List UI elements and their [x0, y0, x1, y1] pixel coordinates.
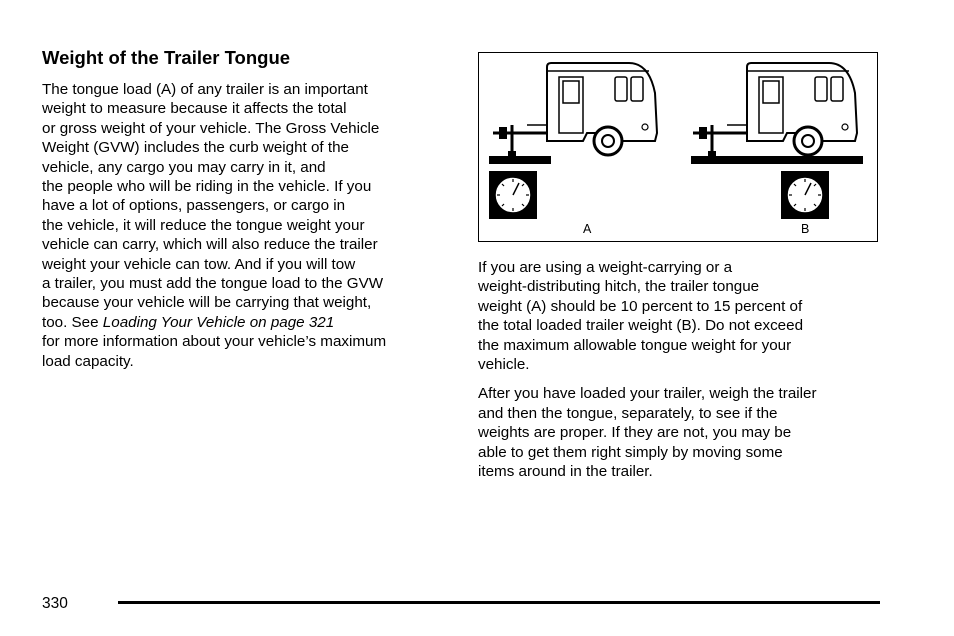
- left-column: [42, 46, 452, 371]
- figure-label-b: B: [801, 222, 810, 236]
- cross-reference-link[interactable]: Loading Your Vehicle on page 321: [102, 313, 335, 331]
- text-line: weight your vehicle can tow. And if you will tow: [42, 255, 356, 273]
- trailer-b: [693, 63, 857, 157]
- text-line: the total loaded trailer weight (B). Do not exceed: [478, 317, 804, 335]
- text-line: [42, 313, 452, 332]
- text-line: weight to measure because it affects the total: [42, 100, 347, 118]
- trailer-a: [493, 63, 657, 157]
- text-line: weights are proper. If they are not, you may be: [478, 424, 792, 442]
- text-line: After you have loaded your trailer, weigh the trailer: [478, 385, 817, 403]
- text-line: If you are using a weight-carrying or a: [478, 259, 733, 276]
- figure-label-a: A: [583, 222, 592, 236]
- left-paragraph: [42, 80, 452, 371]
- text-line: load capacity.: [42, 352, 134, 370]
- trailer-weighing-figure: [478, 52, 878, 242]
- text-line: able to get them right simply by moving some: [478, 443, 783, 461]
- text-line: the vehicle, it will reduce the tongue weight your: [42, 216, 365, 234]
- section-heading: Weight of the Trailer Tongue: [42, 47, 291, 68]
- text-line: items around in the trailer.: [478, 463, 653, 481]
- page-number: 330: [42, 595, 68, 612]
- right-paragraph-2: [478, 384, 882, 481]
- text-line: The tongue load (A) of any trailer is an important: [42, 81, 368, 98]
- text-line: weight-distributing hitch, the trailer tongue: [478, 278, 760, 296]
- trailer-illustration: [479, 53, 879, 243]
- ground-platform-b: [691, 156, 863, 164]
- text-line: weight (A) should be 10 percent to 15 percent of: [478, 297, 803, 315]
- right-column: [478, 52, 882, 481]
- ground-platform-a: [489, 156, 551, 164]
- text-line: for more information about your vehicle’s maximum: [42, 333, 387, 351]
- text-line: and then the tongue, separately, to see if the: [478, 404, 778, 422]
- right-paragraph-1: [478, 258, 882, 374]
- right-text: [478, 258, 882, 481]
- text-line: a trailer, you must add the tongue load to the GVW: [42, 275, 384, 293]
- text-line: the maximum allowable tongue weight for your: [478, 336, 792, 354]
- text-line: vehicle, any cargo you may carry in it, and: [42, 158, 326, 176]
- text-line: because your vehicle will be carrying that weight,: [42, 294, 372, 312]
- text-line: the people who will be riding in the vehicle. If you: [42, 178, 372, 196]
- footer-rule: [118, 601, 880, 604]
- text-line: vehicle can carry, which will also reduce the trailer: [42, 236, 378, 254]
- ref-prefix: too. See: [42, 313, 103, 331]
- text-line: Weight (GVW) includes the curb weight of the: [42, 139, 349, 157]
- text-line: have a lot of options, passengers, or cargo in: [42, 197, 346, 215]
- text-line: vehicle.: [478, 356, 530, 374]
- text-line: or gross weight of your vehicle. The Gross Vehicle: [42, 119, 380, 137]
